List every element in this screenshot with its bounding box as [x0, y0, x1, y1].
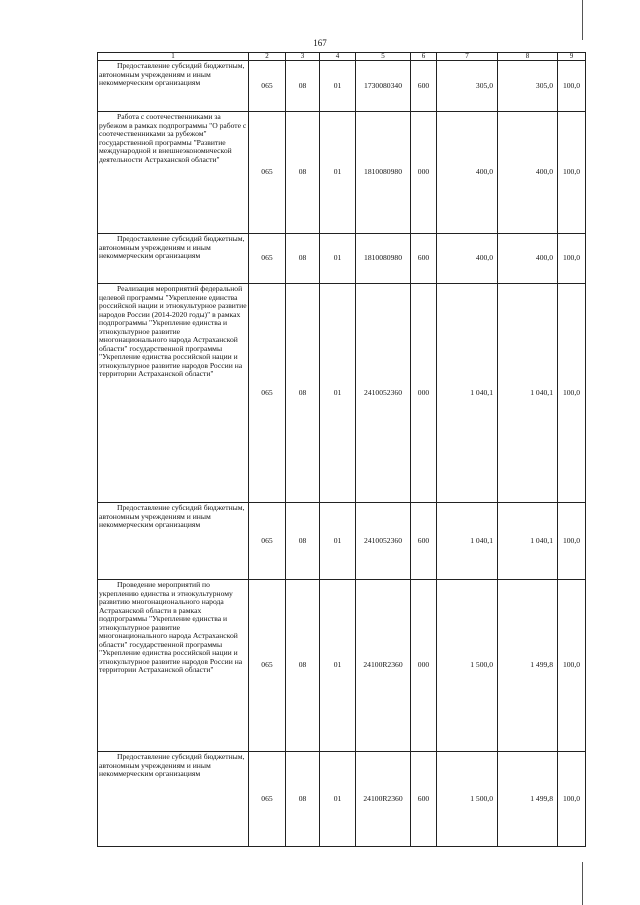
- row-name: [98, 61, 249, 112]
- cell-subsection: 01: [320, 284, 356, 503]
- cell-fact: 400,0: [498, 112, 558, 234]
- cell-adm: 065: [249, 234, 286, 284]
- row-name-text: Реализация мероприятий федеральной целевой программы "Укрепление единства российской нации и этнокультурное развитие народов России (2014-2020 годы)" в рамках подпрограммы "Укрепление единства и этнокультурное развитие многонационального народа Астраханской области" государственной программы "Укрепление единства российской нации и этнокультурное развитие народов России на территории Астраханской области": [99, 284, 247, 378]
- cell-plan: 1 500,0: [437, 580, 498, 752]
- row-name: [98, 112, 249, 234]
- budget-table: [97, 52, 586, 847]
- cell-section: 08: [286, 61, 320, 112]
- cell-percent: 100,0: [558, 284, 586, 503]
- cell-adm: 065: [249, 284, 286, 503]
- cell-target-article: 24100R2360: [356, 752, 411, 847]
- cell-target-article: 2410052360: [356, 284, 411, 503]
- cell-expense-type: 000: [411, 284, 437, 503]
- row-name: [98, 580, 249, 752]
- cell-plan: 1 040,1: [437, 284, 498, 503]
- row-name-text: Работа с соотечественниками за рубежом в рамках подпрограммы "О работе с соотечественниками за рубежом" государственной программы "Развитие международной и внешнеэкономической деятельности Астраханской области": [99, 112, 247, 164]
- cell-fact: 305,0: [498, 61, 558, 112]
- row-name: [98, 752, 249, 847]
- cell-percent: 100,0: [558, 580, 586, 752]
- row-name: [98, 503, 249, 580]
- row-name-text: Предоставление субсидий бюджетным, автономным учреждениям и иным некоммерческим организациям: [99, 61, 245, 87]
- table-row: [98, 112, 586, 234]
- scan-margin-line: [582, 0, 583, 40]
- page-number: 167: [313, 38, 327, 48]
- cell-section: 08: [286, 112, 320, 234]
- cell-subsection: 01: [320, 503, 356, 580]
- column-header: 6: [411, 53, 437, 61]
- table-row: [98, 61, 586, 112]
- column-header: 9: [558, 53, 586, 61]
- column-header: 1: [98, 53, 249, 61]
- cell-plan: 400,0: [437, 234, 498, 284]
- cell-subsection: 01: [320, 752, 356, 847]
- column-header: 7: [437, 53, 498, 61]
- cell-percent: 100,0: [558, 112, 586, 234]
- cell-subsection: 01: [320, 112, 356, 234]
- row-name: [98, 284, 249, 503]
- row-name-text: Предоставление субсидий бюджетным, автономным учреждениям и иным некоммерческим организациям: [99, 752, 245, 778]
- cell-plan: 400,0: [437, 112, 498, 234]
- cell-subsection: 01: [320, 234, 356, 284]
- column-number-row: [98, 53, 586, 61]
- cell-plan: 1 040,1: [437, 503, 498, 580]
- row-name-text: Проведение мероприятий по укреплению единства и этнокультурному развитию многонационального народа Астраханской области в рамках подпрограммы "Укрепление единства и этнокультурное развитие многонационального народа Астраханской области" государственной программы "Укрепление единства российской нации и этнокультурное развитие народов России на территории Астраханской области": [99, 580, 243, 674]
- cell-expense-type: 000: [411, 580, 437, 752]
- cell-adm: 065: [249, 61, 286, 112]
- table-row: [98, 503, 586, 580]
- cell-expense-type: 600: [411, 61, 437, 112]
- cell-section: 08: [286, 284, 320, 503]
- cell-target-article: 2410052360: [356, 503, 411, 580]
- cell-adm: 065: [249, 112, 286, 234]
- cell-percent: 100,0: [558, 234, 586, 284]
- row-name-text: Предоставление субсидий бюджетным, автономным учреждениям и иным некоммерческим организациям: [99, 234, 245, 260]
- cell-adm: 065: [249, 580, 286, 752]
- cell-section: 08: [286, 752, 320, 847]
- cell-fact: 1 499,8: [498, 580, 558, 752]
- cell-expense-type: 600: [411, 234, 437, 284]
- column-header: 3: [286, 53, 320, 61]
- column-header: 5: [356, 53, 411, 61]
- cell-expense-type: 600: [411, 503, 437, 580]
- cell-target-article: 1810080980: [356, 234, 411, 284]
- column-header: 8: [498, 53, 558, 61]
- row-name-text: Предоставление субсидий бюджетным, автономным учреждениям и иным некоммерческим организациям: [99, 503, 245, 529]
- column-header: 2: [249, 53, 286, 61]
- cell-fact: 1 040,1: [498, 503, 558, 580]
- table-row: [98, 752, 586, 847]
- table-row: [98, 284, 586, 503]
- cell-plan: 305,0: [437, 61, 498, 112]
- cell-fact: 400,0: [498, 234, 558, 284]
- row-name: [98, 234, 249, 284]
- cell-section: 08: [286, 234, 320, 284]
- cell-adm: 065: [249, 752, 286, 847]
- cell-expense-type: 000: [411, 112, 437, 234]
- cell-percent: 100,0: [558, 61, 586, 112]
- cell-target-article: 1810080980: [356, 112, 411, 234]
- cell-percent: 100,0: [558, 752, 586, 847]
- column-header: 4: [320, 53, 356, 61]
- scan-margin-line: [582, 862, 583, 905]
- cell-fact: 1 499,8: [498, 752, 558, 847]
- cell-target-article: 24100R2360: [356, 580, 411, 752]
- cell-subsection: 01: [320, 580, 356, 752]
- table-row: [98, 234, 586, 284]
- cell-percent: 100,0: [558, 503, 586, 580]
- cell-expense-type: 600: [411, 752, 437, 847]
- cell-plan: 1 500,0: [437, 752, 498, 847]
- cell-subsection: 01: [320, 61, 356, 112]
- cell-fact: 1 040,1: [498, 284, 558, 503]
- cell-adm: 065: [249, 503, 286, 580]
- cell-section: 08: [286, 503, 320, 580]
- cell-section: 08: [286, 580, 320, 752]
- cell-target-article: 1730080340: [356, 61, 411, 112]
- table-row: [98, 580, 586, 752]
